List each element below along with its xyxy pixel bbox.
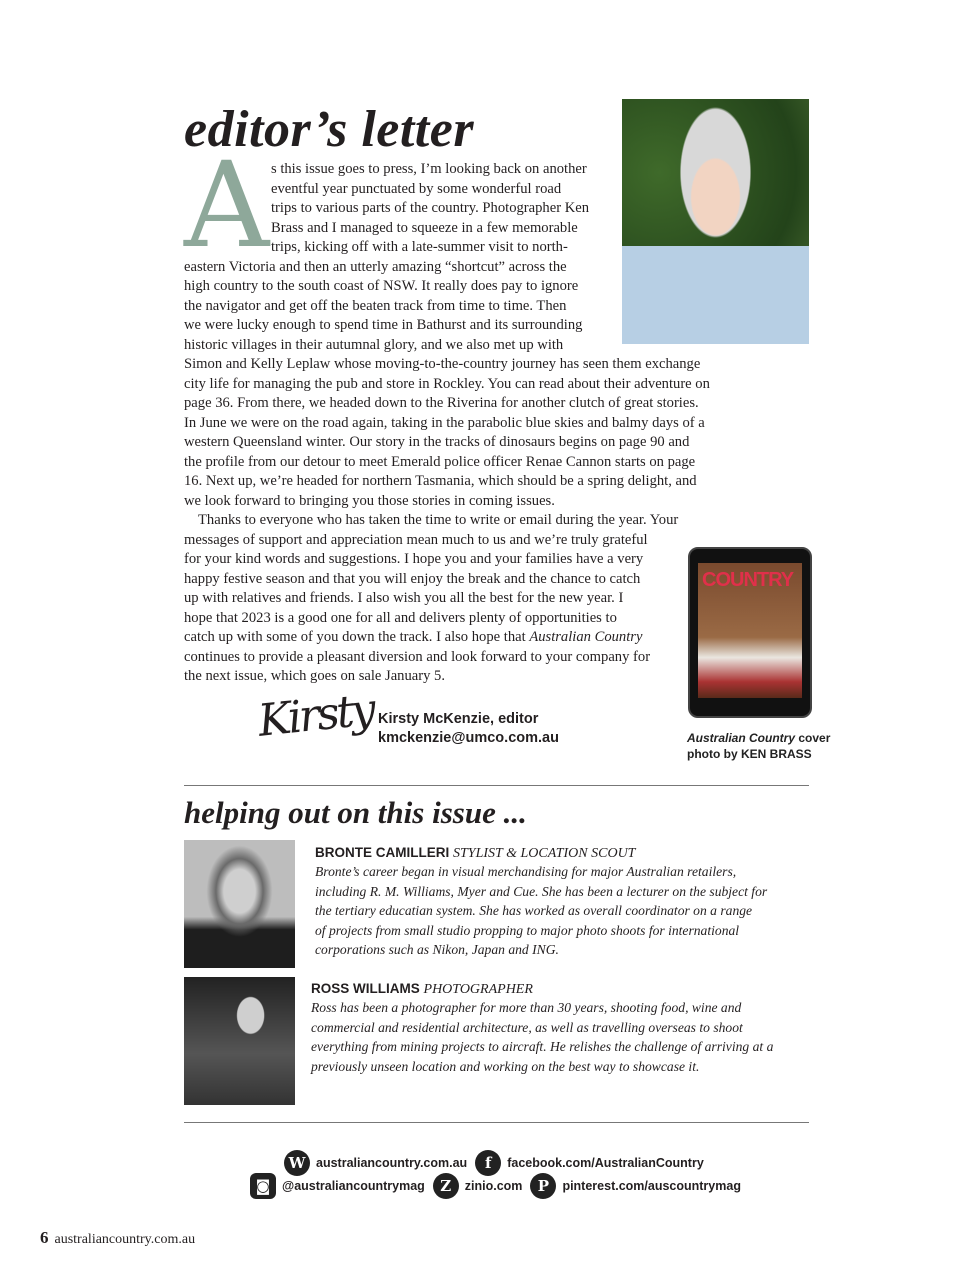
contributor [311, 981, 773, 1076]
letter-line: we were lucky enough to spend time in Bathurst and its surrounding [184, 317, 583, 333]
contributor-name: ROSS WILLIAMS [311, 981, 420, 996]
letter-line: happy festive season and that you will enjoy the break and the chance to catch [184, 570, 641, 587]
pinterest-icon: P [530, 1173, 556, 1199]
pinterest-link[interactable]: pinterest.com/auscountrymag [562, 1179, 741, 1193]
instagram-icon: ◙ [250, 1173, 276, 1199]
contributor-bio [315, 862, 767, 960]
editor-name: Kirsty McKenzie, editor [378, 711, 539, 727]
facebook-icon: f [475, 1150, 501, 1176]
letter-line: continues to provide a pleasant diversion and look forward to your company for [184, 648, 651, 665]
letter-line: up with relatives and friends. I also wish you all the best for the new year. I [184, 590, 624, 606]
website-link[interactable]: australiancountry.com.au [316, 1156, 468, 1170]
footer-site: australiancountry.com.au [54, 1232, 196, 1247]
contributor-role: PHOTOGRAPHER [423, 982, 533, 997]
bio-line: everything from mining projects to aircraft. He relishes the challenge of arriving at a [311, 1039, 774, 1054]
magazine-title: Australian Country [529, 629, 643, 645]
cover-caption [687, 730, 830, 762]
page-title: editor’s letter [184, 101, 475, 158]
signature: Kirsty [255, 684, 376, 747]
section-title: helping out on this issue ... [184, 795, 527, 830]
letter-line: trips, kicking off with a late-summer visit to north- [271, 239, 568, 255]
facebook-link[interactable]: facebook.com/AustralianCountry [507, 1156, 704, 1170]
bio-line: including R. M. Williams, Myer and Cue. She has been a lecturer on the subject for [315, 883, 768, 899]
zinio-link[interactable]: zinio.com [464, 1179, 523, 1193]
bio-line: the tertiary educatian system. She has worked as overall coordinator on a range [315, 903, 753, 918]
letter-line: page 36. From there, we headed down to the Riverina for another clutch of great stories. [184, 395, 699, 411]
letter-line: Simon and Kelly Leplaw whose moving-to-the-country journey has seen them exchange [184, 356, 701, 372]
contributor-bio [311, 998, 773, 1076]
page-footer [40, 1228, 195, 1248]
contributor-role: STYLIST & LOCATION SCOUT [453, 846, 636, 861]
letter-line: eventful year punctuated by some wonderful road [271, 180, 562, 197]
contributor-heading [311, 981, 773, 998]
bio-line: Bronte’s career began in visual merchandising for major Australian retailers, [315, 864, 737, 879]
bio-line: of projects from small studio propping to major photo shoots for international [315, 922, 740, 938]
zinio-icon: Z [433, 1173, 459, 1199]
divider [184, 1122, 809, 1123]
bio-line: corporations such as Nikon, Japan and ING. [315, 942, 559, 957]
letter-line: the profile from our detour to meet Emerald police officer Renae Cannon starts on page [184, 453, 696, 470]
caption-title: Australian Country [687, 731, 796, 745]
letter-line: high country to the south coast of NSW. It really does pay to ignore [184, 278, 579, 294]
letter-line: the next issue, which goes on sale January 5. [184, 668, 446, 684]
contributor-photo [184, 977, 295, 1105]
drop-cap: A [184, 136, 270, 274]
letter-line: we look forward to bringing you those stories in coming issues. [184, 492, 555, 509]
letter-line: trips to various parts of the country. Photographer Ken [271, 200, 590, 216]
page-number: 6 [40, 1228, 49, 1247]
letter-line: 16. Next up, we’re headed for northern Tasmania, which should be a spring delight, and [184, 473, 697, 489]
letter-line: messages of support and appreciation mean much to us and we’re truly grateful [184, 531, 648, 548]
letter-line: western Queensland winter. Our story in the tracks of dinosaurs begins on page 90 and [184, 434, 690, 450]
letter-line: the navigator and get off the beaten track from time to time. Then [184, 297, 567, 314]
letter-line: eastern Victoria and then an utterly amazing “shortcut” across the [184, 258, 567, 275]
editor-email[interactable]: kmckenzie@umco.com.au [378, 730, 559, 746]
letter-line [184, 628, 710, 648]
caption-text: cover [795, 731, 831, 745]
letter-line: city life for managing the pub and store in Rockley. You can read about their adventure on [184, 375, 710, 392]
letter-line: historic villages in their autumnal glory, and we also met up with [184, 336, 564, 353]
letter-line: In June we were on the road again, taking in the parabolic blue skies and balmy days of a [184, 414, 705, 431]
letter-line: s this issue goes to press, I’m looking back on another [271, 161, 587, 177]
letter-line: for your kind words and suggestions. I hope you and your families have a very [184, 551, 644, 567]
bio-line: commercial and residential architecture, as well as travelling overseas to shoot [311, 1019, 743, 1035]
website-icon: W [284, 1150, 310, 1176]
contributor-name: BRONTE CAMILLERI [315, 845, 450, 860]
bio-line: Ross has been a photographer for more than 30 years, shooting food, wine and [311, 1000, 742, 1015]
cover-masthead: COUNTRY [702, 569, 794, 591]
divider [184, 785, 809, 786]
caption-credit: photo by KEN BRASS [687, 747, 812, 761]
bio-line: previously unseen location and working on the best way to showcase it. [311, 1058, 700, 1074]
tablet-cover-image [688, 547, 812, 718]
instagram-link[interactable]: @australiancountrymag [282, 1179, 425, 1193]
letter-line: Brass and I managed to squeeze in a few memorable [271, 219, 578, 236]
letter-text: catch up with some of you down the track. I also hope that [184, 629, 530, 645]
contributor-heading [315, 845, 767, 862]
contributor-photo [184, 840, 295, 968]
social-row [250, 1173, 741, 1199]
letter-body [184, 160, 710, 687]
editor-signoff [378, 710, 559, 748]
letter-line: hope that 2023 is a good one for all and delivers plenty of opportunities to [184, 609, 617, 626]
contributor [315, 845, 767, 960]
letter-line: Thanks to everyone who has taken the time to write or email during the year. Your [198, 512, 679, 528]
